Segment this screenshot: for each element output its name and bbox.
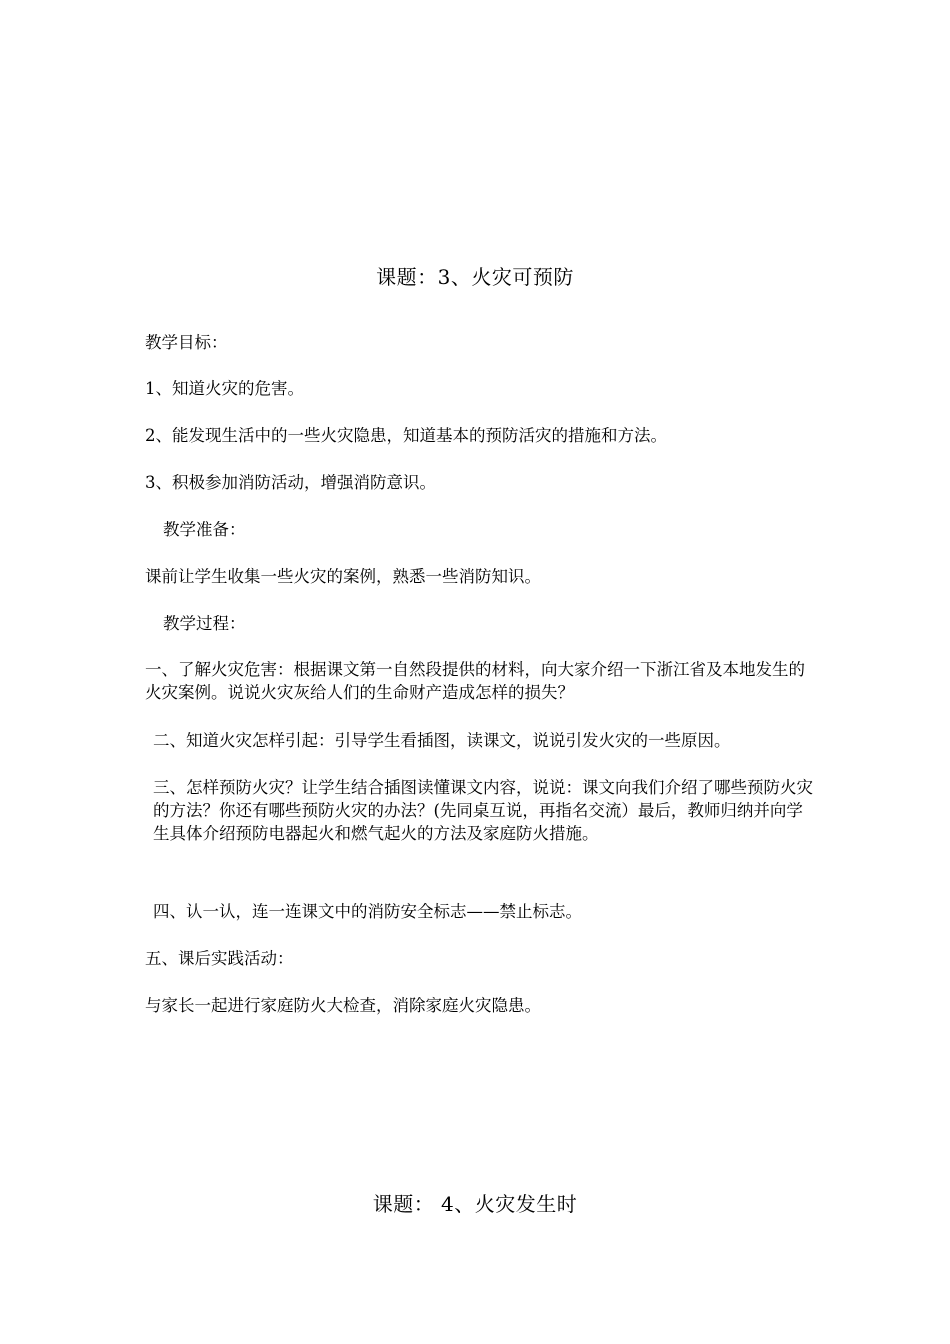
goal-item-2: 2、能发现生活中的一些火灾隐患，知道基本的预防活灾的措施和方法。 (145, 426, 667, 445)
prep-heading: 教学准备： (163, 520, 246, 539)
process-step-3: 三、怎样预防火灾？让学生结合插图读懂课文内容，说说：课文向我们介绍了哪些预防火灾的方法？你还有哪些预防火灾的办法？(先同桌互说，再指名交流）最后，教师归纳并向学生具体介绍预防电器起火和燃气起火的方法及家庭防火措施。 (153, 778, 813, 843)
practice-text: 与家长一起进行家庭防火大检查，消除家庭火灾隐患。 (145, 996, 541, 1015)
process-step-5: 五、课后实践活动： (145, 949, 294, 968)
goals-heading: 教学目标： (145, 333, 228, 352)
process-step-4: 四、认一认，连一连课文中的消防安全标志——禁止标志。 (153, 902, 582, 921)
lesson3-title: 课题：3、火灾可预防 (376, 265, 574, 289)
process-step-1: 一、了解火灾危害：根据课文第一自然段提供的材料，向大家介绍一下浙江省及本地发生的火灾案例。说说火灾灰给人们的生命财产造成怎样的损失？ (145, 660, 805, 702)
prep-text: 课前让学生收集一些火灾的案例，熟悉一些消防知识。 (145, 567, 541, 586)
process-step-2: 二、知道火灾怎样引起：引导学生看插图，读课文，说说引发火灾的一些原因。 (153, 731, 731, 750)
lesson4-title: 课题： 4、火灾发生时 (372, 1192, 578, 1216)
process-heading: 教学过程： (163, 614, 246, 633)
goal-item-1: 1、知道火灾的危害。 (145, 379, 304, 398)
goal-item-3: 3、积极参加消防活动，增强消防意识。 (145, 473, 436, 492)
